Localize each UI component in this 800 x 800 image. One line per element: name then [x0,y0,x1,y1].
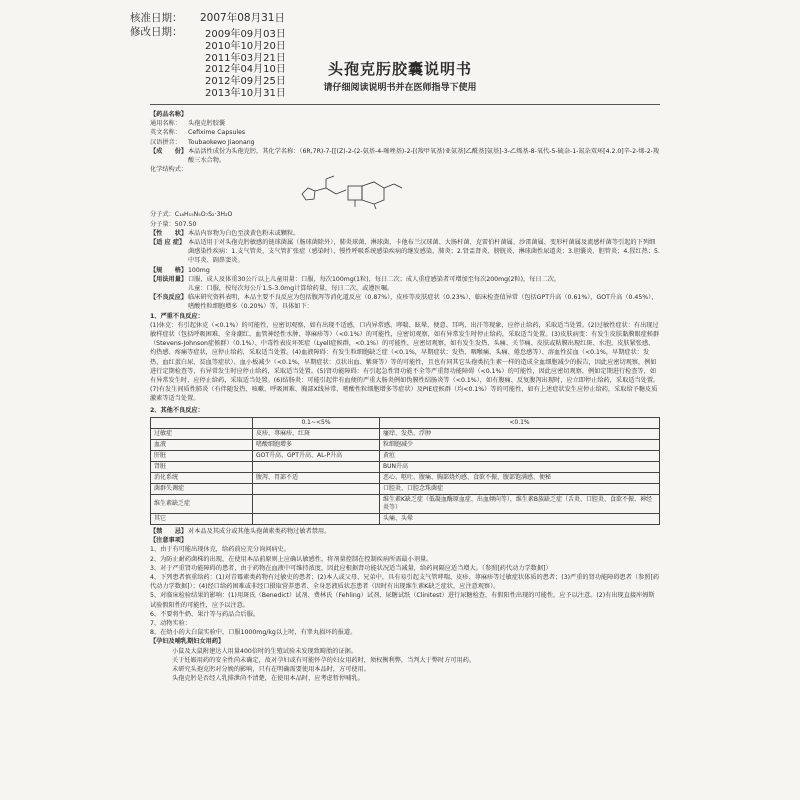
table-cell-system: 血液 [151,439,253,450]
table-cell-freq2: 瘙痒、发热、浮肿 [380,428,660,439]
contra-value: 对本品及其成分或其他头孢菌素类药物过敏者禁用。 [188,527,331,535]
table-cell-system: 消化系统 [151,472,253,483]
spec-value: 100mg [188,266,210,274]
table-cell-freq1: 嗜酸细胞增多 [253,439,380,450]
serious-adr-text: (1)休克：有引起休克（<0.1%）的可能性，应密切观察，如有出现不适感，口内异常感、哮喘、眩晕、便意、耳鸣、出汗等现象，应停止给药，采取适当处置。(2)过敏性症状：有出现过敏样症状（包括呼吸困难、全身潮红、血管神经性水肿、荨麻疹等）（<0.1%）的可能性，应密切观察，如有异常发生时停止给药，采取适当处置。(3)皮肤病变：有发生皮肤黏膜眼症候群（Stevens-Johnson症候群）（0.1%）、中毒性表皮坏死症（Lyell症候群，<0.1%）的可能性，应密切观察，如有发生发热、头痛、关节痛、皮肤或粘膜出现红斑、水泡、皮肤紧张感、灼热感、疼痛等症状，应停止给药，采取适当处置。(4)血液障碍：有发生粒细胞缺乏症（<0.1%，早期症状：发热、咽喉痛、头痛、倦怠感等）、溶血性贫血（<0.1%，早期症状：发热、血红蛋白尿、贫血等症状）、血小板减少（<0.1%，早期症状：点状出血、紫斑等）等的可能性，且也有同其它头孢类抗生素一样的造成全血细胞减少的报告，因此应密切观察，例如进行定期检查等，有异常发生时应停止给药，采取适当处置。(5)肾功能障碍：有引起急性肾功能不全等严重肾功能障碍（<0.1%）的可能性，因此应密切观察，例如定期进行检查等，如有异常发生时，应停止给药，采取适当处置。(6)结肠炎：可能引起伴有血便的严重大肠炎例如伪膜性结肠炎等（<0.1%），如有腹痛、反复腹泻出现时，应立即停止给药，采取适当处置。(7)有发生间质性肺炎（有伴随发热、咳嗽、呼吸困难、胸部X线异常、嗜酸性粒细胞增多等症状）及PIE症候群（均<0.1%）等的可能性，如有上述症状发生应停止给药，采取给予糖皮质激素等适当处置。 [150,321,660,403]
revision-date: 2011年03月21日 [205,52,286,64]
table-cell-system: 肝脏 [151,450,253,461]
table-header-freq2: <0.1% [380,417,660,428]
precaution-item: 7、动物实验： [150,619,192,627]
chemical-structure-drawing [290,174,430,210]
table-cell-system: 其它 [151,513,253,524]
table-cell-freq1: GOT升高、GPT升高、AL-P升高 [253,450,380,461]
serious-adr-heading: 1、严重不良反应： [150,312,204,320]
table-row [151,494,660,513]
document-subtitle: 请仔细阅读说明书并在医师指导下使用 [323,83,477,93]
indications-row [150,238,660,266]
drug-name-heading: 【药品名称】 [150,111,188,118]
table-cell-freq2: 黄疸 [380,450,660,461]
table-cell-freq1 [253,494,380,513]
table-header-freq1: 0.1~<5% [253,417,380,428]
table-header-row [151,417,660,428]
adr-row [150,293,660,311]
english-name-row [150,128,660,137]
approval-date: 2007年08月31日 [200,12,285,24]
precaution-item: 2、为防止耐药菌株的出现，在使用本品前原则上应确认敏感性，将剂量控制在控制疾病所需最小剂量。 [150,555,433,563]
table-header-system [151,417,253,428]
table-row [151,428,660,439]
precaution-item: 6、不要将牛奶、果汁等与药品合后服。 [150,610,260,618]
revision-date: 2010年10月20日 [205,40,286,52]
table-cell-freq1 [253,513,380,524]
contra-row [150,527,660,536]
pregnancy-item: 头孢克肟是否经人乳排泄尚不清楚，在使用本品时，应考虑暂停哺乳。 [172,675,364,683]
adr-key: 【不良反应】 [150,294,188,302]
table-cell-freq1: 腹泻、胃部不适 [253,472,380,483]
english-name-key: 英文名称： [150,129,181,137]
table-row [151,483,660,494]
adr-value: 临床研究资料表明，本品主要不良反应为包括腹泻等消化道反应（0.87%），皮疹等皮肤症状（0.23%），临床检查值异常（包括GPT升高（0.61%），GOT升高（0.45%），嗜酸性粒细胞增多（0.20%）等，具体如下： [188,294,658,311]
revision-date: 2013年10月31日 [205,87,286,99]
spec-key: 【规 格】 [150,266,188,274]
revision-date: 2012年09月25日 [205,76,286,88]
spec-row [150,266,660,275]
pregnancy-item: 关于妊娠用药的安全性尚未确定，故对孕妇或有可能怀孕的妇女用药时，须权衡利弊，当判大于弊时方可用药。 [172,656,476,664]
table-cell-freq2: 头痛、头晕 [380,513,660,524]
table-cell-freq1 [253,483,380,494]
table-row [151,461,660,472]
table-cell-system: 肾脏 [151,461,253,472]
revision-label-row [130,26,200,38]
indications-key: 【适 应 症】 [150,239,186,247]
traits-value: 本品内容物为白色至淡黄色粉末或颗粒。 [188,229,300,237]
dosage-value-2: 儿童：口服，按每次每公斤1.5-3.0mg计算给药量，每日二次，或遵医嘱。 [188,285,394,293]
top-divider [150,104,660,105]
table-cell-system: 菌群失调症 [151,483,253,494]
precautions-list [150,545,660,637]
indications-value: 本品适用于对头孢克肟敏感的链球菌属（肠球菌除外），肺炎球菌、淋球菌、卡他布兰汉球菌、大肠杆菌、克雷伯杆菌属、沙雷菌属、变形杆菌属及流感杆菌等引起的下列细菌感染性疾病：1.支气管炎、支气管扩张症（感染时）、慢性呼吸系统感染疾病的继发感染、肺炎；2.肾盂肾炎、膀胱炎、淋球菌性尿道炎；3.胆囊炎、胆管炎；4.猩红热；5.中耳炎、副鼻窦炎。 [188,239,660,265]
ingredients-value: 本品活性成份为头孢克肟，其化学名称：（6R,7R)-7-[[(Z)-2-(2-氨基-4-噻唑基)-2-[(羧甲氧基)亚氨基]乙酰基]氨基]-3-乙烯基-8-氧代-5-硫杂-1-氮杂双环[4.2.0]辛-2-烯-2-羧酸三水合物。 [188,147,660,165]
table-cell-freq1: 皮疹、荨麻疹、红斑 [253,428,380,439]
table-row [151,439,660,450]
traits-row [150,229,660,238]
pinyin-key: 汉语拼音： [150,138,181,146]
precaution-item: 8、在幼小的大白鼠实验中，口服1000mg/kg以上时，有睾丸损坏的报道。 [150,629,357,637]
molecular-weight: 分子量：507.50 [150,220,197,228]
revision-label: 修改日期： [130,26,183,38]
table-row [151,472,660,483]
table-cell-freq2: 恶心、呕吐、腹痛、胸部烧灼感、食欲不振、腹部饱满感、便秘 [380,472,660,483]
table-cell-freq2: 口腔炎、口腔念珠菌症 [380,483,660,494]
dosage-value-1: 口服，成人及体重30公斤以上儿童用量：口服，每次100mg(1粒)，每日二次；成人重症感染者可增加至每次200mg(2粒)，每日二次。 [188,275,561,283]
pregnancy-item: 小鼠及大鼠附建达人用量400倍时的生殖试验未发现致畸胎的证据。 [172,647,358,655]
precaution-item: 3、对于严重肾功能障碍的患者，由于药物在血液中可维持浓度，因此应根据肾功能状况适当减量，给药间隔应适当增大。（参照[药代动力学数据]） [150,564,552,572]
table-cell-freq2: 维生素K缺乏症（低凝血酶原血症、出血倾向等），维生素B族缺乏症（舌炎、口腔炎、食欲不振、神经炎等） [380,494,660,513]
traits-key: 【性 状】 [150,229,188,237]
precautions-heading: 【注意事项】 [150,537,188,545]
chemical-structure [290,174,430,210]
generic-name-row [150,119,660,128]
precaution-item: 4、下列患者慎重给药：(1)对青霉素类药物有过敏史的患者；(2)本人或父母、兄弟中，具有易引起支气管哮喘、皮疹、荨麻疹等过敏症状体质的患者；(3)严重的肾功能障碍患者（参照[药代动力学数据]）；(4)经口给药困难或非经口摄取营养患者、全身恶液质状态患者（因时有出现维生素K缺乏症状，应注意观察）。 [150,573,660,591]
revision-date: 2009年09月03日 [205,29,286,40]
document-title: 头孢克肟胶囊说明书 [327,60,472,78]
dosage-key: 【用法用量】 [150,275,188,283]
ingredients-row [150,147,660,165]
generic-name-key: 通用名称： [150,120,181,128]
table-row [151,513,660,524]
pregnancy-item: 未研究头孢克肟对分娩的影响，只有在明确需要使用本品时，方可使用。 [172,665,370,673]
table-cell-system: 维生素缺乏症 [151,494,253,513]
pregnancy-heading: 【孕妇及哺乳期妇女用药】 [150,638,225,646]
approval-date-row [130,12,285,24]
pregnancy-list [150,647,660,684]
molecular-formula: 分子式：C₁₆H₁₅N₅O₇S₂·3H₂O [150,211,233,219]
table-cell-freq2: BUN升高 [380,461,660,472]
table-row [151,450,660,461]
adr-table [150,417,660,525]
ingredients-key: 【成 份】 [150,147,188,155]
contra-key: 【禁 忌】 [150,527,188,535]
english-name-value: Cefixime Capsules [188,129,246,137]
pinyin-row [150,138,660,147]
leaflet-body [150,110,660,683]
dosage-row [150,275,660,284]
revision-date: 2012年04月10日 [205,64,286,76]
precaution-item: 1、由于有可能出现休克，给药前应充分询问病史。 [150,546,291,554]
table-cell-freq2: 粒细胞减少 [380,439,660,450]
generic-name-value: 头孢克肟胶囊 [188,120,226,128]
table-cell-freq1 [253,461,380,472]
structure-label: 化学结构式： [150,166,188,174]
other-adr-heading: 2、其他不良反应： [150,406,204,414]
precaution-item: 5、对临床检验结果的影响：(1)用斑氏（Benedict）试剂、费林氏（Fehling）试剂、尿糖试纸（Clinitest）进行尿糖检查，有假阳性出现的可能性，应予以注意。(2)有出现直接库姆斯试验假阳性的可能性，应予以注意。 [150,592,655,609]
approval-label: 核准日期： [130,12,183,24]
pinyin-value: Toubaokewo Jiaonang [188,138,255,146]
table-cell-system: 过敏症 [151,428,253,439]
